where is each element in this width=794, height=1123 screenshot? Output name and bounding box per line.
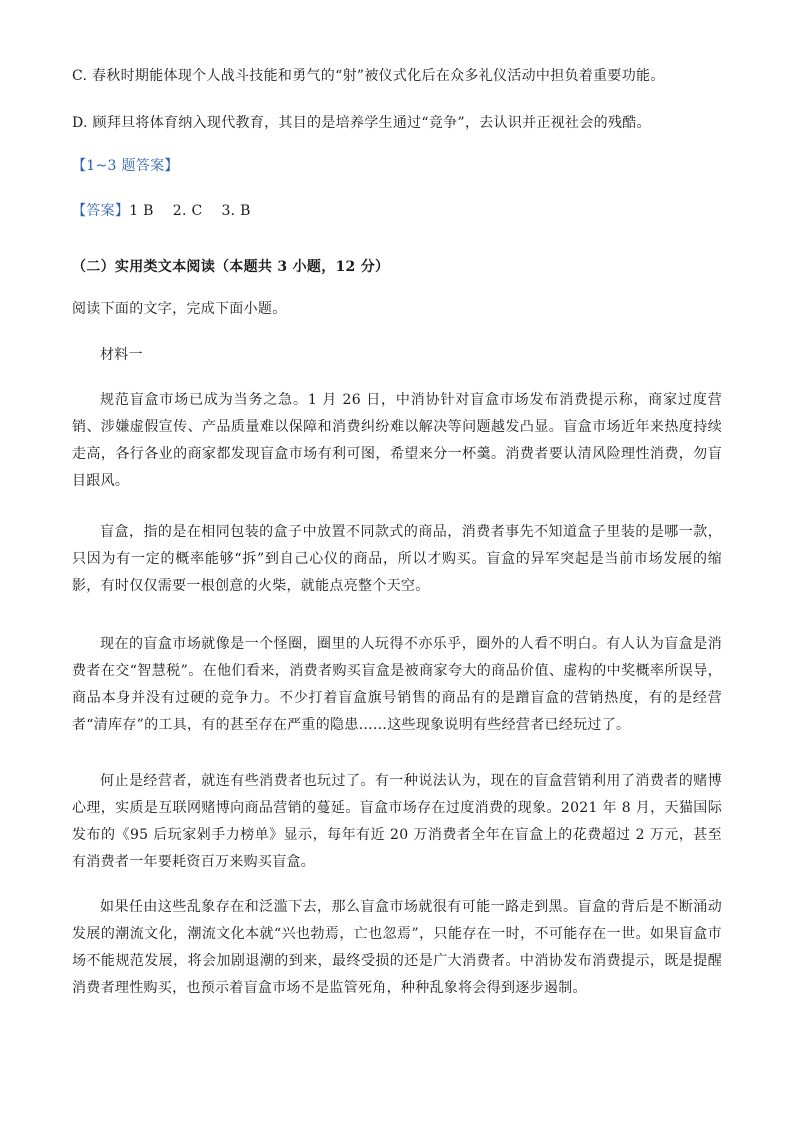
paragraph-1 bbox=[72, 387, 722, 495]
paragraph-3 bbox=[72, 631, 722, 739]
instruction: 阅读下面的文字，完成下面小题。 bbox=[72, 301, 287, 317]
answer-line bbox=[72, 201, 722, 221]
answer-values: 1 B 2. C 3. B bbox=[129, 203, 251, 219]
paragraph-2 bbox=[72, 519, 722, 600]
paragraph-4-text: 何止是经营者，就连有些消费者也玩过了。有一种说法认为，现在的盲盒营销利用了消费者的赌博心理，实质是互联网赌博向商品营销的蔓延。盲盒市场存在过度消费的现象。2021 年 8 月，天猫国际发布的《95 后玩家剁手力榜单》显示，每年有近 20 万消费者全年在盲盒上的花费超过 2 万元，甚至有消费者一年要耗资百万来购买盲盒。 bbox=[72, 773, 722, 870]
option-d: D. 顾拜旦将体育纳入现代教育，其目的是培养学生通过“竞争”，去认识并正视社会的残酷。 bbox=[72, 115, 651, 131]
material-label: 材料一 bbox=[100, 347, 143, 363]
paragraph-5-text: 如果任由这些乱象存在和泛滥下去，那么盲盒市场就很有可能一路走到黑。盲盒的背后是不断涌动发展的潮流文化，潮流文化本就“兴也勃焉，亡也忽焉”，只能存在一时，不可能存在一世。如果盲盒市场不能规范发展，将会加剧退潮的到来，最终受损的还是广大消费者。中消协发布消费提示，既是提醒消费者理性购买，也预示着盲盒市场不是监管死角，种种乱象将会得到逐步遏制。 bbox=[72, 899, 722, 996]
paragraph-3-text: 现在的盲盒市场就像是一个怪圈，圈里的人玩得不亦乐乎，圈外的人看不明白。有人认为盲盒是消费者在交“智慧税”。在他们看来，消费者购买盲盒是被商家夸大的商品价值、虚构的中奖概率所误导，商品本身并没有过硬的竞争力。不少打着盲盒旗号销售的商品有的是蹭盲盒的营销热度，有的是经营者“清库存”的工具，有的甚至存在严重的隐患……这些现象说明有些经营者已经玩过了。 bbox=[72, 636, 722, 733]
answer-label: 【答案】 bbox=[72, 203, 130, 219]
answer-heading: 【1~3 题答案】 bbox=[72, 158, 179, 174]
option-c: C. 春秋时期能体现个人战斗技能和勇气的“射”被仪式化后在众多礼仪活动中担负着重要功能。 bbox=[72, 68, 665, 84]
section-title: （二）实用类文本阅读（本题共 3 小题，12 分） bbox=[72, 259, 390, 275]
paragraph-2-text: 盲盒，指的是在相同包装的盒子中放置不同款式的商品，消费者事先不知道盒子里装的是哪一款，只因为有一定的概率能够“拆”到自己心仪的商品，所以才购买。盲盒的异军突起是当前市场发展的缩影，有时仅仅需要一根创意的火柴，就能点亮整个天空。 bbox=[72, 524, 722, 594]
paragraph-4 bbox=[72, 768, 722, 876]
paragraph-1-text: 规范盲盒市场已成为当务之急。1 月 26 日，中消协针对盲盒市场发布消费提示称，商家过度营销、涉嫌虚假宣传、产品质量难以保障和消费纠纷难以解决等问题越发凸显。盲盒市场近年来热度持续走高，各行各业的商家都发现盲盒市场有利可图，希望来分一杯羹。消费者要认清风险理性消费，勿盲目跟风。 bbox=[72, 392, 722, 489]
paragraph-5 bbox=[72, 894, 722, 1002]
